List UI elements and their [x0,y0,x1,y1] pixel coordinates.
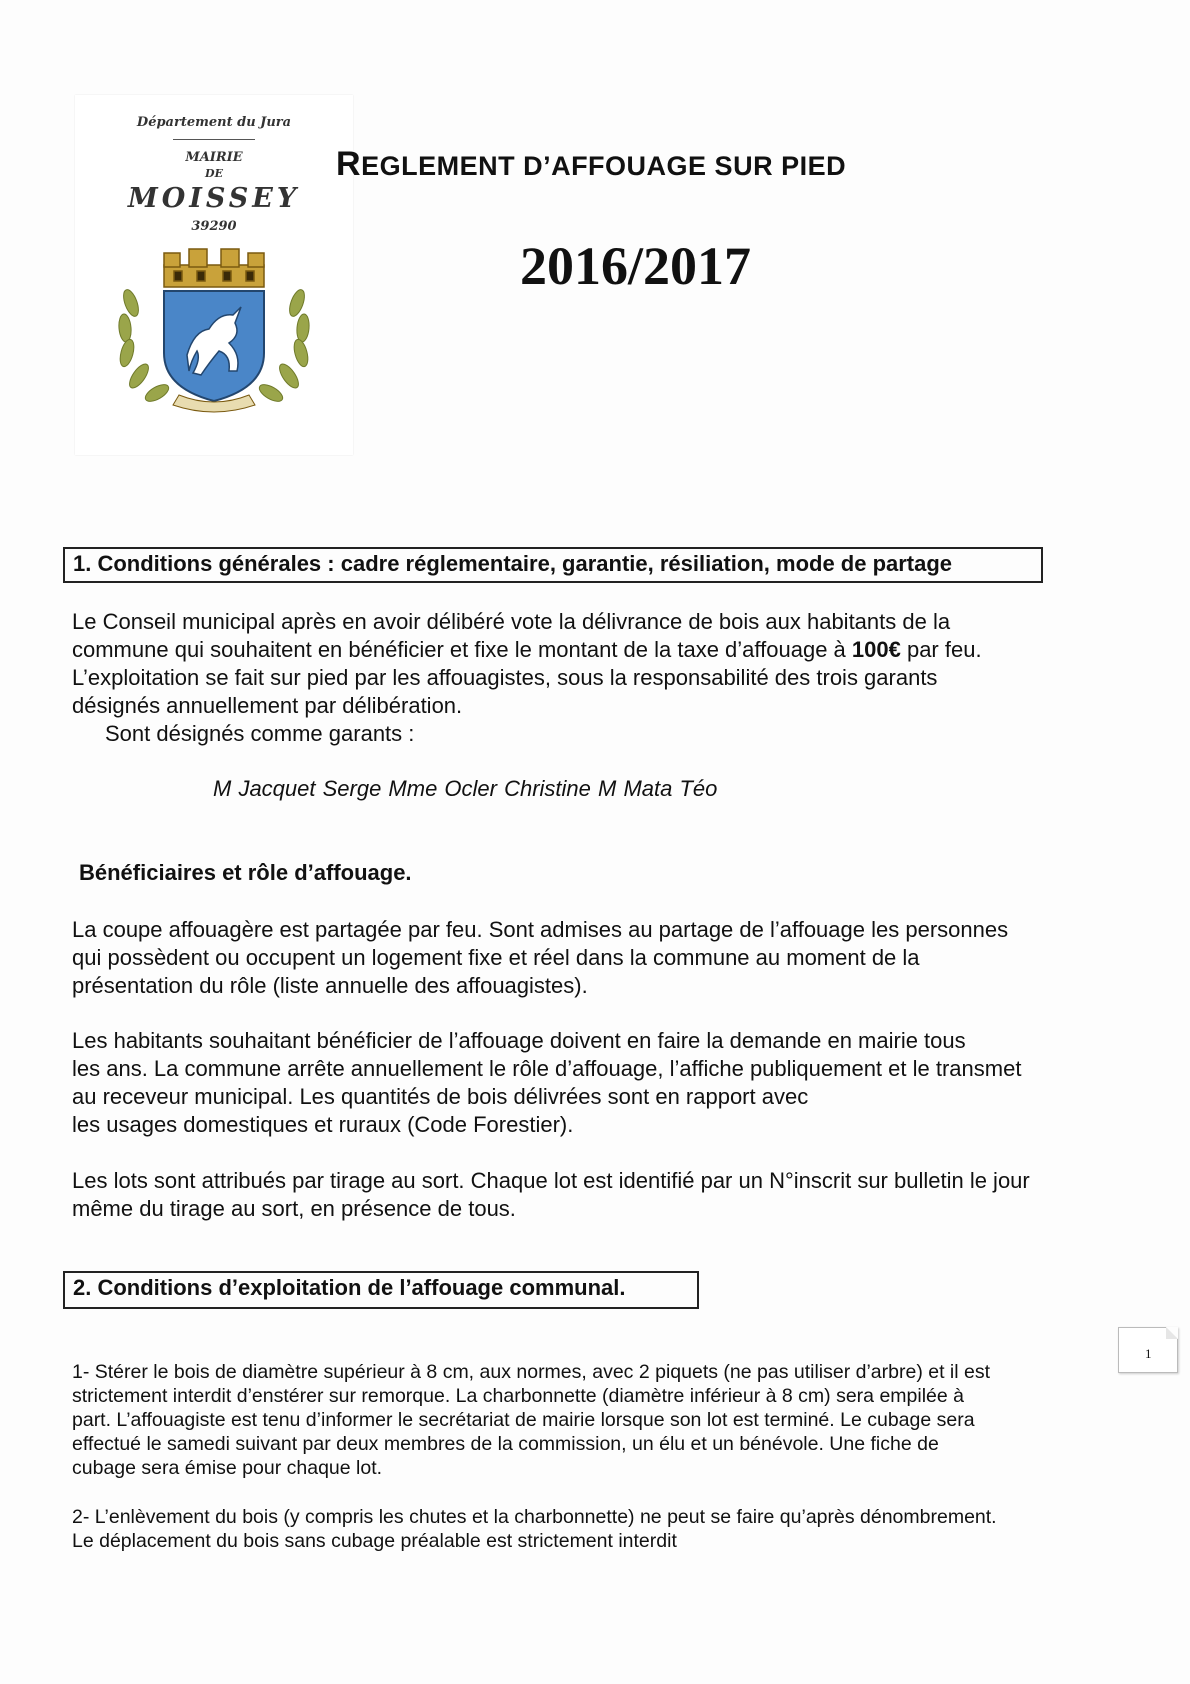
document-title [336,145,846,184]
text-line: cubage sera émise pour chaque lot. [72,1457,383,1479]
text-line: 2- L’enlèvement du bois (y compris les chutes et la charbonnette) ne peut se faire qu’après dénombrement. [72,1506,997,1528]
title-initial: R [336,145,362,183]
logo-commune-name: MOISSEY [127,183,301,214]
logo-mairie: MAIRIE [185,150,243,165]
text-line: les usages domestiques et ruraux (Code Forestier). [72,1112,574,1137]
text-line: désignés annuellement par délibération. [72,693,463,718]
taxe-amount: 100€ [851,637,901,662]
document-year: 2016/2017 [520,236,752,296]
text-line: part. L’affouagiste est tenu d’informer le secrétariat de mairie lorsque son lot est terminé. Le cubage sera [72,1409,975,1431]
text-line: Les lots sont attribués par tirage au sort. Chaque lot est identifié par un N°inscrit sur bulletin le jour [72,1168,1030,1193]
text-line [72,636,982,664]
page-number-badge [1118,1327,1178,1373]
paragraph-tirage-au-sort [72,1167,1030,1223]
text-fragment: commune qui souhaitent en bénéficier et fixe le montant de la taxe d’affouage à [72,637,852,662]
text-line: La coupe affouagère est partagée par feu. Sont admises au partage de l’affouage les personnes [72,917,1009,942]
text-line: au receveur municipal. Les quantités de bois délivrées sont en rapport avec [72,1084,809,1109]
text-line: présentation du rôle (liste annuelle des affouagistes). [72,973,588,998]
logo-departement: Département du Jura [136,115,292,130]
text-fragment: par feu. [900,637,982,662]
page-number: 1 [1145,1346,1152,1361]
text-line: strictement interdit d’enstérer sur remorque. La charbonnette (diamètre inférieur à 8 cm) sera empilée à [72,1385,964,1407]
section-1-heading: 1. Conditions générales : cadre réglementaire, garantie, résiliation, mode de partage [63,547,1043,583]
rule-item-1 [72,1360,990,1480]
logo-divider [173,139,255,140]
section-2-heading: 2. Conditions d’exploitation de l’affouage communal. [63,1271,699,1309]
beneficiaires-heading: Bénéficiaires et rôle d’affouage. [79,860,412,885]
rule-item-2 [72,1505,997,1553]
text-line: L’exploitation se fait sur pied par les affouagistes, sous la responsabilité des trois garants [72,665,938,690]
paragraph-conseil-municipal [72,608,982,720]
text-line: Le déplacement du bois sans cubage préalable est strictement interdit [72,1530,677,1552]
logo-postal-code: 39290 [191,219,237,234]
commune-logo [75,95,353,455]
logo-de: DE [205,167,223,180]
text-line: effectué le samedi suivant par deux membres de la commission, un élu et un bénévole. Une fiche de [72,1433,939,1455]
text-line: 1- Stérer le bois de diamètre supérieur à 8 cm, aux normes, avec 2 piquets (ne pas utiliser d’arbre) et il est [72,1361,991,1383]
title-rest: EGLEMENT D’AFFOUAGE SUR PIED [361,151,847,181]
text-line: Le Conseil municipal après en avoir délibéré vote la délivrance de bois aux habitants de la [72,609,951,634]
garants-names: M Jacquet Serge Mme Ocler Christine M Mata Téo [213,776,718,801]
page-fold-icon [1166,1327,1178,1339]
garants-intro: Sont désignés comme garants : [105,721,415,746]
text-line: Les habitants souhaitant bénéficier de l’affouage doivent en faire la demande en mairie tous [72,1028,966,1053]
text-line: même du tirage au sort, en présence de tous. [72,1196,516,1221]
paragraph-habitants [72,1027,1021,1139]
text-line: qui possèdent ou occupent un logement fixe et réel dans la commune au moment de la [72,945,920,970]
paragraph-coupe-affouagere [72,916,1008,1000]
coat-of-arms-icon [109,243,319,413]
text-line: les ans. La commune arrête annuellement le rôle d’affouage, l’affiche publiquement et le transmet [72,1056,1022,1081]
